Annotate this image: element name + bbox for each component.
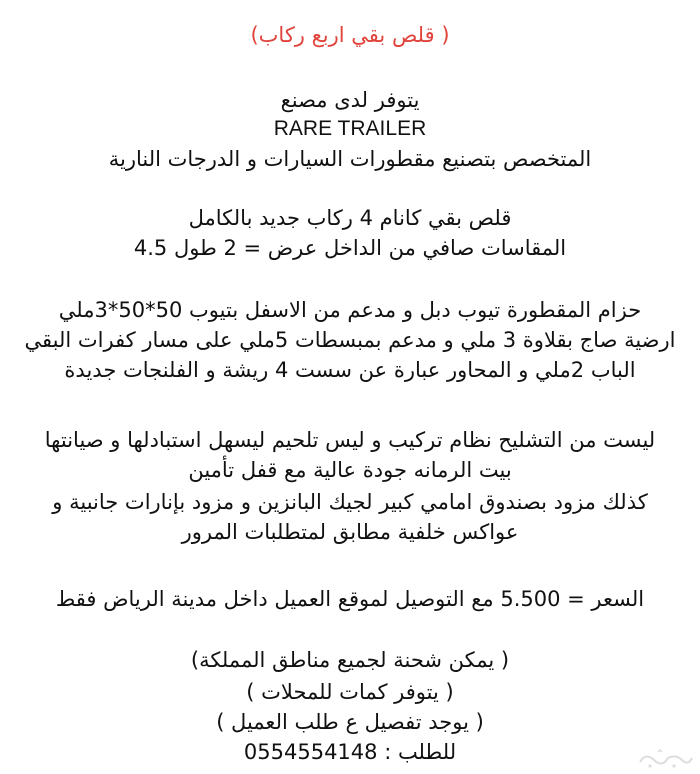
- feature-line-hitch: بيت الرمانه جودة عالية مع قفل تأمين: [188, 458, 512, 482]
- factory-name: RARE TRAILER: [273, 117, 427, 140]
- spec-line-door-axles: الباب 2ملي و المحاور عبارة عن سست 4 ريشة و الفلنجات جديدة: [64, 358, 636, 382]
- quantities-note: ( يتوفر كمات للمحلات ): [246, 680, 454, 704]
- feature-line-box: كذلك مزود بصندوق امامي كبير لجيك البانزين و مزود بإنارات جانبية و: [52, 490, 648, 514]
- order-phone: للطلب : 0554554148: [243, 740, 457, 764]
- feature-line-reflectors: عواكس خلفية مطابق لمتطلبات المرور: [181, 520, 519, 544]
- factory-specialty: المتخصص بتصنيع مقطورات السيارات و الدرجات النارية: [108, 147, 592, 171]
- feature-line-assembly: ليست من التشليح نظام تركيب و ليس تلحيم ليسهل استبادلها و صيانتها: [44, 428, 656, 452]
- product-description: قلص بقي كانام 4 ركاب جديد بالكامل: [188, 206, 512, 230]
- haraj-logo-icon: [636, 746, 694, 770]
- spec-line-floor: ارضية صاج بقلاوة 3 ملي و مدعم بمبسطات 5ملي على مسار كفرات البقي: [24, 328, 676, 352]
- ad-title: ( قلص بقي اربع ركاب): [250, 23, 450, 47]
- shipping-note: ( يمكن شحنة لجميع مناطق المملكة): [190, 648, 510, 672]
- product-dimensions: المقاسات صافي من الداخل عرض = 2 طول 4.5: [133, 236, 567, 260]
- custom-order-note: ( يوجد تفصيل ع طلب العميل ): [216, 710, 484, 734]
- spec-line-frame: حزام المقطورة تيوب دبل و مدعم من الاسفل بتيوب 50*50*3ملي: [58, 298, 642, 322]
- price-line: السعر = 5.500 مع التوصيل لموقع العميل داخل مدينة الرياض فقط: [55, 587, 645, 611]
- availability-line: يتوفر لدى مصنع: [280, 88, 420, 112]
